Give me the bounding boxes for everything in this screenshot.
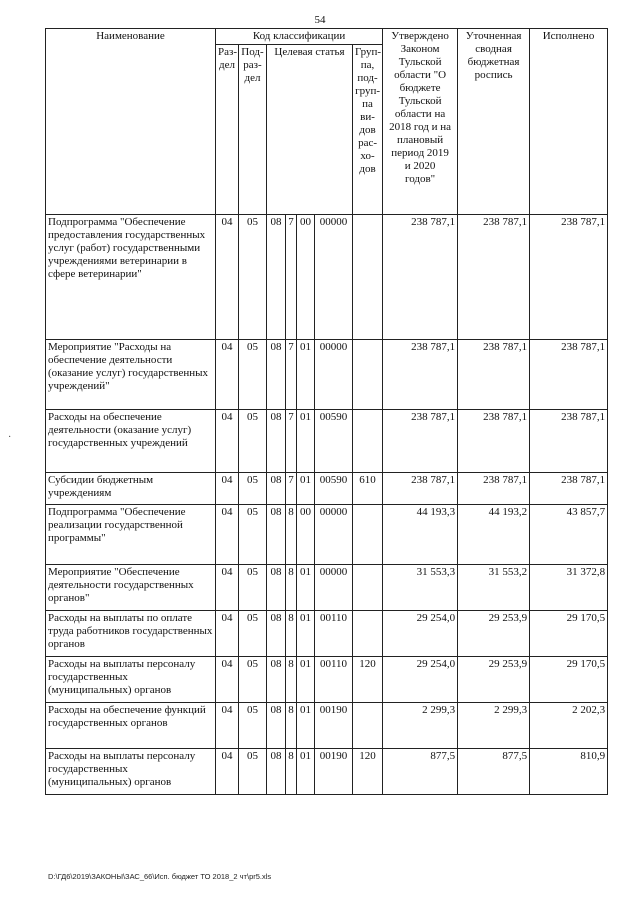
- cell-approved: 238 787,1: [383, 340, 458, 410]
- cell-t4: 00590: [315, 410, 353, 473]
- cell-podrazdel: 05: [239, 565, 267, 611]
- cell-refined: 238 787,1: [458, 473, 530, 505]
- cell-t2: 8: [286, 703, 297, 749]
- cell-podrazdel: 05: [239, 657, 267, 703]
- cell-t2: 8: [286, 657, 297, 703]
- cell-refined: 2 299,3: [458, 703, 530, 749]
- cell-name: Расходы на выплаты персоналу государственных (муниципальных) органов: [46, 749, 216, 795]
- table-header: [46, 29, 608, 215]
- cell-approved: 238 787,1: [383, 215, 458, 340]
- cell-executed: 238 787,1: [530, 410, 608, 473]
- cell-name: Подпрограмма "Обеспечение реализации государственной программы": [46, 505, 216, 565]
- cell-group: [353, 565, 383, 611]
- cell-t3: 01: [297, 703, 315, 749]
- page-number: 54: [314, 14, 326, 26]
- cell-t4: 00000: [315, 215, 353, 340]
- cell-refined: 238 787,1: [458, 215, 530, 340]
- cell-t3: 01: [297, 657, 315, 703]
- cell-group: [353, 505, 383, 565]
- cell-t1: 08: [267, 473, 286, 505]
- cell-t1: 08: [267, 703, 286, 749]
- table-row: [46, 215, 608, 340]
- cell-name: Мероприятие "Расходы на обеспечение деятельности (оказание услуг) государственных учреждений": [46, 340, 216, 410]
- cell-t2: 8: [286, 611, 297, 657]
- cell-approved: 31 553,3: [383, 565, 458, 611]
- cell-podrazdel: 05: [239, 505, 267, 565]
- cell-t1: 08: [267, 565, 286, 611]
- cell-razdel: 04: [216, 565, 239, 611]
- cell-t2: 8: [286, 749, 297, 795]
- table-row: [46, 749, 608, 795]
- cell-t4: 00590: [315, 473, 353, 505]
- cell-executed: 238 787,1: [530, 340, 608, 410]
- header-podrazdel: Под- раз- дел: [239, 45, 267, 215]
- table-body: [46, 215, 608, 795]
- table-row: [46, 611, 608, 657]
- header-executed: Исполнено: [530, 29, 608, 215]
- table-row: [46, 505, 608, 565]
- cell-podrazdel: 05: [239, 340, 267, 410]
- cell-t4: 00110: [315, 611, 353, 657]
- cell-podrazdel: 05: [239, 410, 267, 473]
- cell-t1: 08: [267, 410, 286, 473]
- cell-t4: 00000: [315, 565, 353, 611]
- cell-t2: 7: [286, 340, 297, 410]
- cell-t3: 01: [297, 473, 315, 505]
- cell-razdel: 04: [216, 749, 239, 795]
- cell-name: Расходы на обеспечение функций государственных органов: [46, 703, 216, 749]
- table-row: [46, 657, 608, 703]
- budget-table: [45, 28, 608, 795]
- cell-razdel: 04: [216, 611, 239, 657]
- cell-group: [353, 215, 383, 340]
- cell-executed: 29 170,5: [530, 611, 608, 657]
- cell-t1: 08: [267, 340, 286, 410]
- header-target: Целевая статья: [267, 45, 353, 215]
- cell-t1: 08: [267, 505, 286, 565]
- cell-t3: 01: [297, 749, 315, 795]
- cell-name: Мероприятие "Обеспечение деятельности государственных органов": [46, 565, 216, 611]
- cell-podrazdel: 05: [239, 611, 267, 657]
- cell-refined: 238 787,1: [458, 340, 530, 410]
- cell-razdel: 04: [216, 473, 239, 505]
- cell-t2: 8: [286, 505, 297, 565]
- cell-executed: 31 372,8: [530, 565, 608, 611]
- cell-name: Субсидии бюджетным учреждениям: [46, 473, 216, 505]
- cell-podrazdel: 05: [239, 215, 267, 340]
- cell-executed: 238 787,1: [530, 473, 608, 505]
- cell-group: [353, 410, 383, 473]
- cell-approved: 29 254,0: [383, 611, 458, 657]
- table-row: [46, 703, 608, 749]
- cell-t4: 00190: [315, 703, 353, 749]
- cell-podrazdel: 05: [239, 749, 267, 795]
- cell-group: 610: [353, 473, 383, 505]
- cell-t4: 00190: [315, 749, 353, 795]
- cell-group: 120: [353, 749, 383, 795]
- cell-t4: 00110: [315, 657, 353, 703]
- cell-executed: 43 857,7: [530, 505, 608, 565]
- cell-name: Расходы на выплаты по оплате труда работников государственных органов: [46, 611, 216, 657]
- cell-t3: 01: [297, 410, 315, 473]
- cell-refined: 31 553,2: [458, 565, 530, 611]
- cell-approved: 238 787,1: [383, 410, 458, 473]
- cell-razdel: 04: [216, 703, 239, 749]
- header-razdel: Раз- дел: [216, 45, 239, 215]
- cell-name: Расходы на обеспечение деятельности (оказание услуг) государственных учреждений: [46, 410, 216, 473]
- cell-razdel: 04: [216, 340, 239, 410]
- cell-refined: 44 193,2: [458, 505, 530, 565]
- cell-refined: 29 253,9: [458, 657, 530, 703]
- cell-executed: 2 202,3: [530, 703, 608, 749]
- cell-podrazdel: 05: [239, 703, 267, 749]
- cell-t2: 7: [286, 410, 297, 473]
- file-path-footer: D:\ГД6\2019\ЗАКОНЫ\ЗАС_66\Исп. бюджет ТО 2018_2 чт\pr5.xls: [48, 872, 272, 881]
- cell-approved: 238 787,1: [383, 473, 458, 505]
- cell-t4: 00000: [315, 505, 353, 565]
- cell-t1: 08: [267, 215, 286, 340]
- cell-podrazdel: 05: [239, 473, 267, 505]
- cell-razdel: 04: [216, 657, 239, 703]
- cell-executed: 810,9: [530, 749, 608, 795]
- cell-refined: 238 787,1: [458, 410, 530, 473]
- cell-approved: 29 254,0: [383, 657, 458, 703]
- header-code-group: Код классификации: [216, 29, 383, 45]
- cell-t3: 01: [297, 565, 315, 611]
- table-row: [46, 340, 608, 410]
- cell-razdel: 04: [216, 215, 239, 340]
- cell-t1: 08: [267, 657, 286, 703]
- cell-t3: 00: [297, 505, 315, 565]
- cell-t1: 08: [267, 749, 286, 795]
- cell-t3: 00: [297, 215, 315, 340]
- table-row: [46, 565, 608, 611]
- cell-refined: 877,5: [458, 749, 530, 795]
- cell-t4: 00000: [315, 340, 353, 410]
- cell-group: [353, 703, 383, 749]
- cell-approved: 44 193,3: [383, 505, 458, 565]
- table-row: [46, 473, 608, 505]
- cell-razdel: 04: [216, 505, 239, 565]
- header-name: Наименование: [46, 29, 216, 215]
- cell-t2: 7: [286, 473, 297, 505]
- cell-refined: 29 253,9: [458, 611, 530, 657]
- cell-approved: 877,5: [383, 749, 458, 795]
- cell-approved: 2 299,3: [383, 703, 458, 749]
- cell-executed: 238 787,1: [530, 215, 608, 340]
- header-refined: Уточненная сводная бюджетная роспись: [458, 29, 530, 215]
- table-row: [46, 410, 608, 473]
- cell-group: [353, 611, 383, 657]
- cell-t1: 08: [267, 611, 286, 657]
- cell-group: [353, 340, 383, 410]
- cell-razdel: 04: [216, 410, 239, 473]
- margin-mark: ·: [8, 432, 12, 443]
- cell-t2: 7: [286, 215, 297, 340]
- cell-group: 120: [353, 657, 383, 703]
- cell-name: Подпрограмма "Обеспечение предоставления государственных услуг (работ) государственными учреждениями ветеринарии в сфере ветеринарии": [46, 215, 216, 340]
- cell-t3: 01: [297, 340, 315, 410]
- cell-t2: 8: [286, 565, 297, 611]
- header-approved: Утверждено Законом Тульской области "О бюджете Тульской области на 2018 год и на плановый период 2019 и 2020 годов": [383, 29, 458, 215]
- cell-name: Расходы на выплаты персоналу государственных (муниципальных) органов: [46, 657, 216, 703]
- header-group: Груп- па, под- груп- па ви- дов рас- хо- дов: [353, 45, 383, 215]
- cell-executed: 29 170,5: [530, 657, 608, 703]
- cell-t3: 01: [297, 611, 315, 657]
